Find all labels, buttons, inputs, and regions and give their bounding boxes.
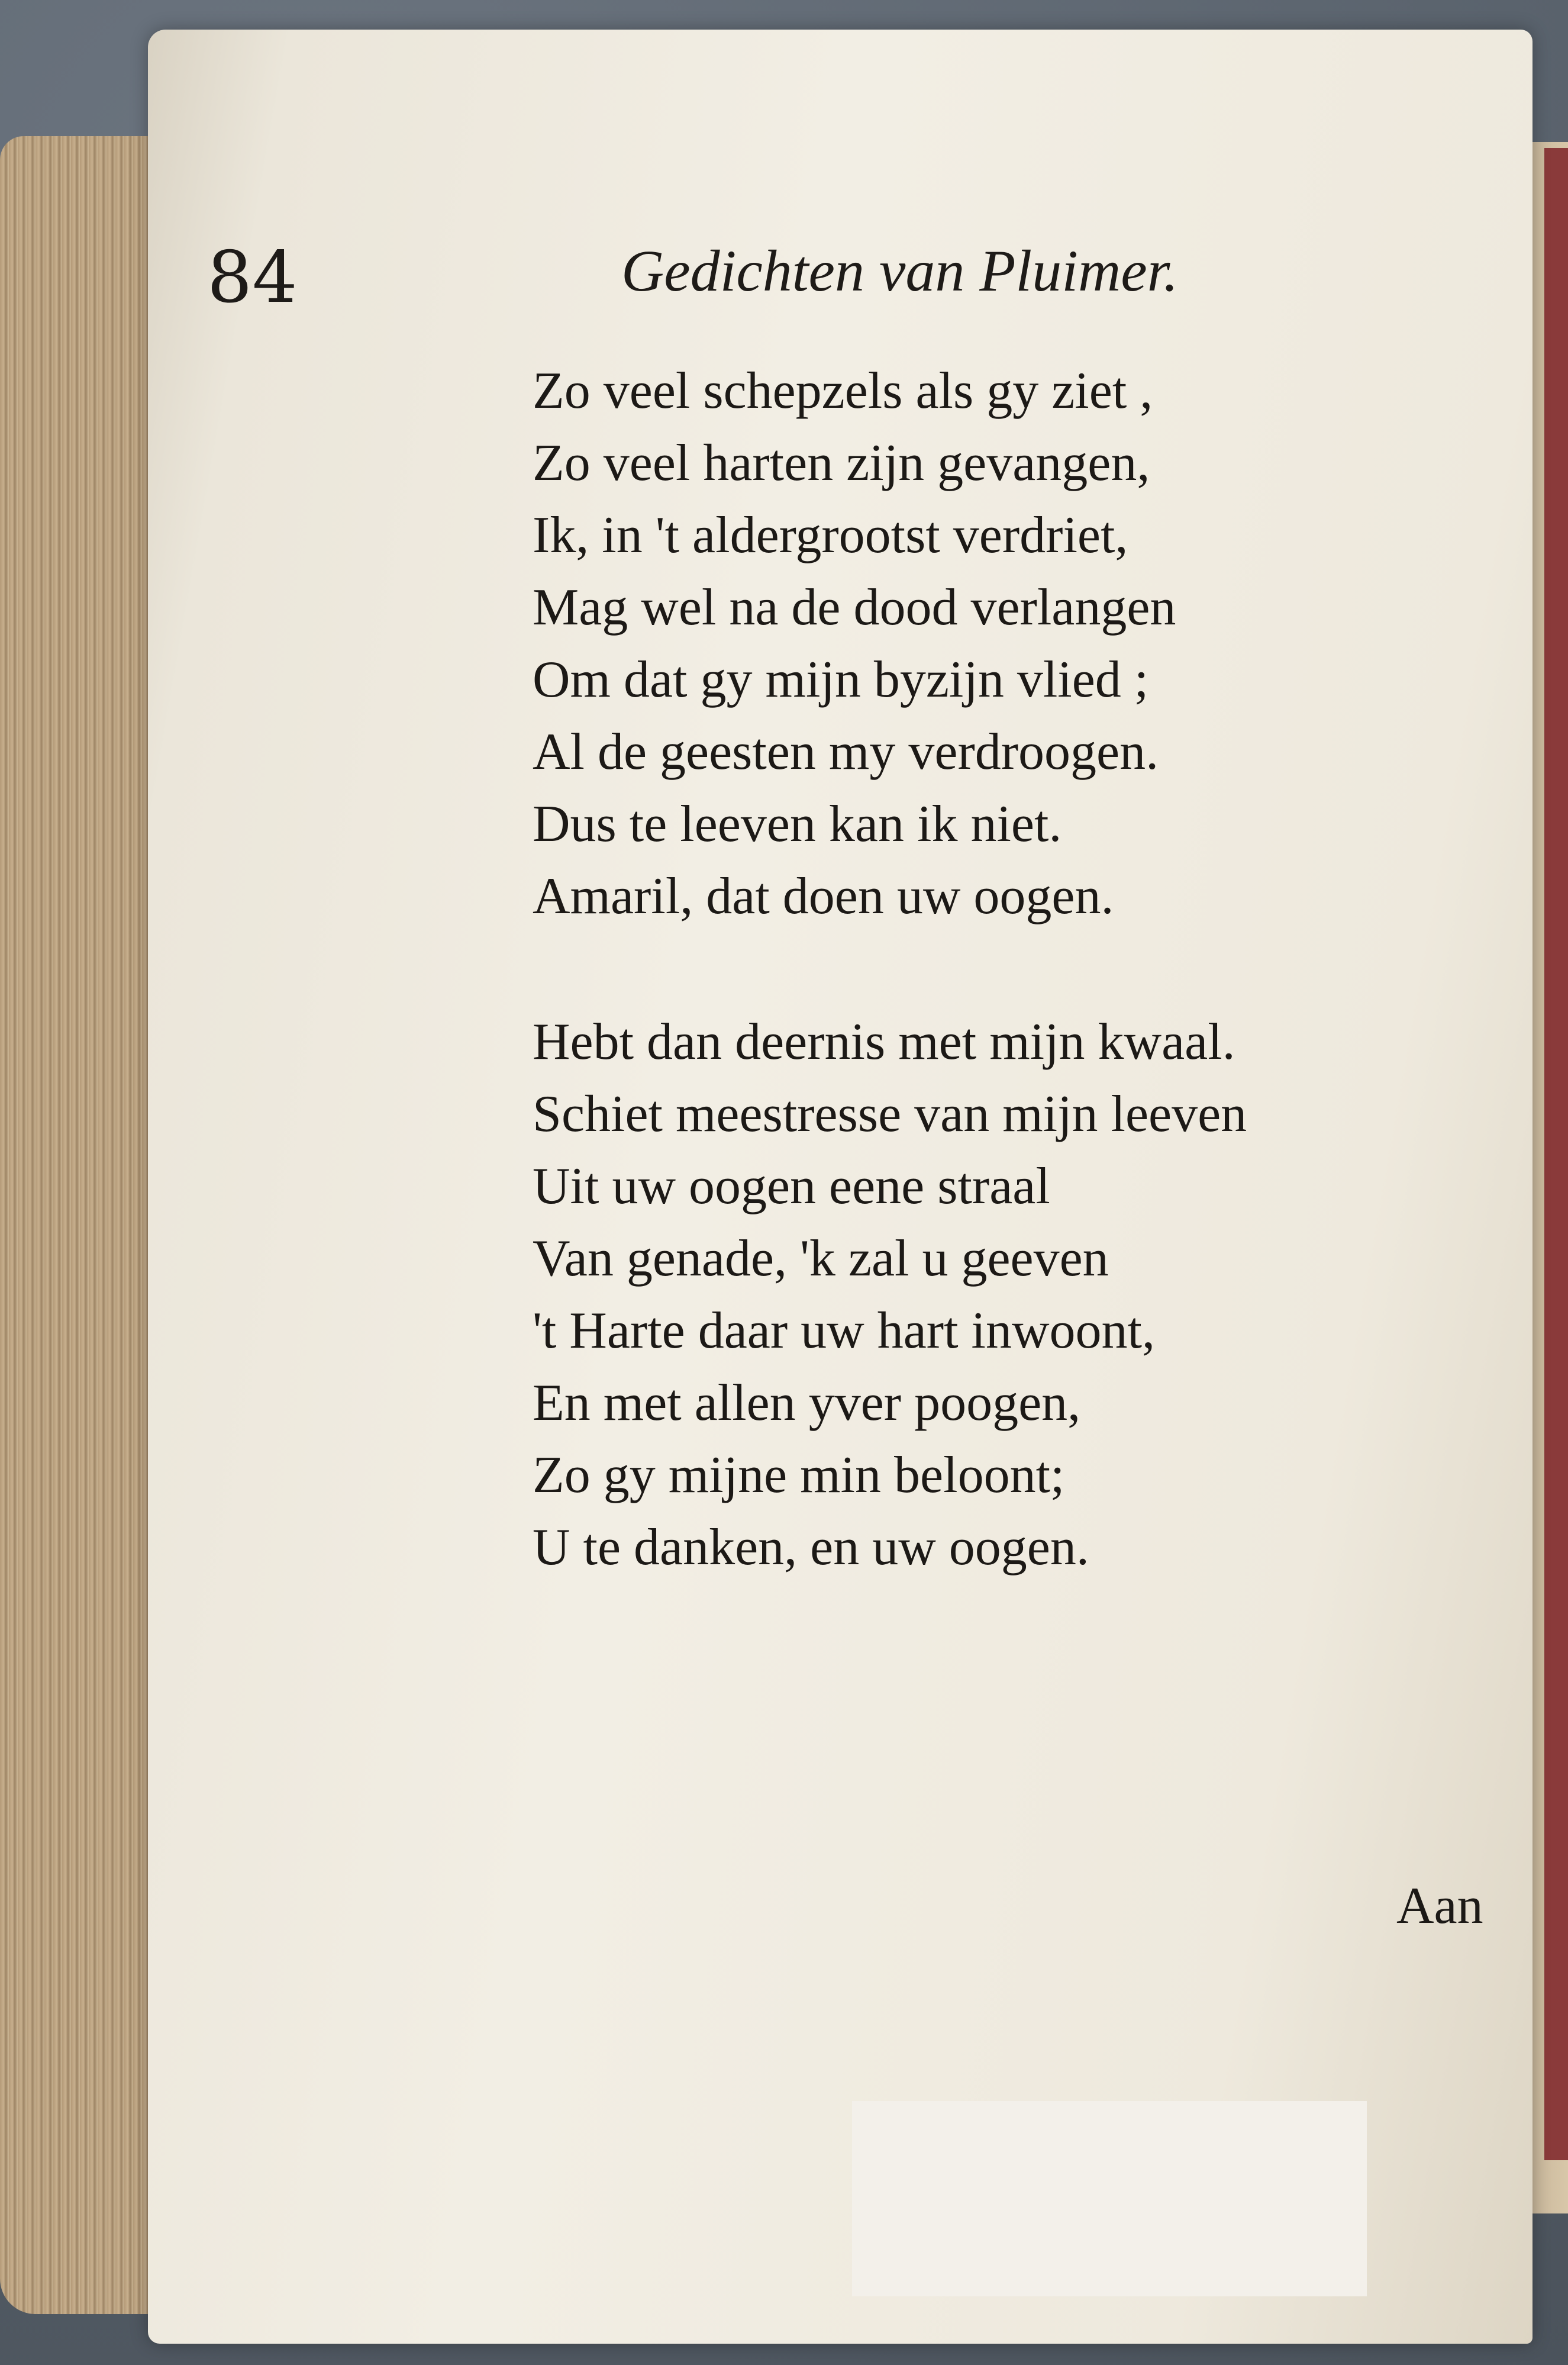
verse-line: Van genade, 'k zal u geeven — [533, 1230, 1109, 1287]
verse-line: Mag wel na de dood verlangen — [533, 579, 1176, 636]
running-title: Gedichten van Pluimer. — [621, 238, 1179, 304]
running-head — [207, 237, 1272, 320]
verse-line: Uit uw oogen eene straal — [533, 1158, 1050, 1215]
verse-line: Om dat gy mijn byzijn vlied ; — [533, 651, 1149, 708]
verse-line: En met allen yver poogen, — [533, 1374, 1081, 1432]
catchword: Aan — [1396, 1877, 1483, 1935]
verse-line: Al de geesten my verdroogen. — [533, 723, 1159, 781]
verse-line: Schiet meestresse van mijn leeven — [533, 1085, 1247, 1143]
verse-line: U te danken, en uw oogen. — [533, 1519, 1089, 1576]
page-number: 84 — [207, 237, 298, 319]
verse-line: Hebt dan deernis met mijn kwaal. — [533, 1013, 1235, 1071]
verse-line: 't Harte daar uw hart inwoont, — [533, 1302, 1155, 1359]
verse-line: Zo gy mijne min beloont; — [533, 1446, 1065, 1504]
facing-page-edge — [1544, 148, 1568, 2160]
verse-line: Amaril, dat doen uw oogen. — [533, 868, 1114, 925]
verse-line: Zo veel schepzels als gy ziet , — [533, 362, 1153, 420]
verse-line: Dus te leeven kan ik niet. — [533, 795, 1062, 853]
paper-patch — [852, 2101, 1367, 2296]
stanza-2 — [533, 1006, 1538, 1584]
verse-line: Ik, in 't aldergrootst verdriet, — [533, 507, 1128, 564]
verse-line: Zo veel harten zijn gevangen, — [533, 434, 1150, 492]
stanza-1 — [533, 355, 1538, 933]
